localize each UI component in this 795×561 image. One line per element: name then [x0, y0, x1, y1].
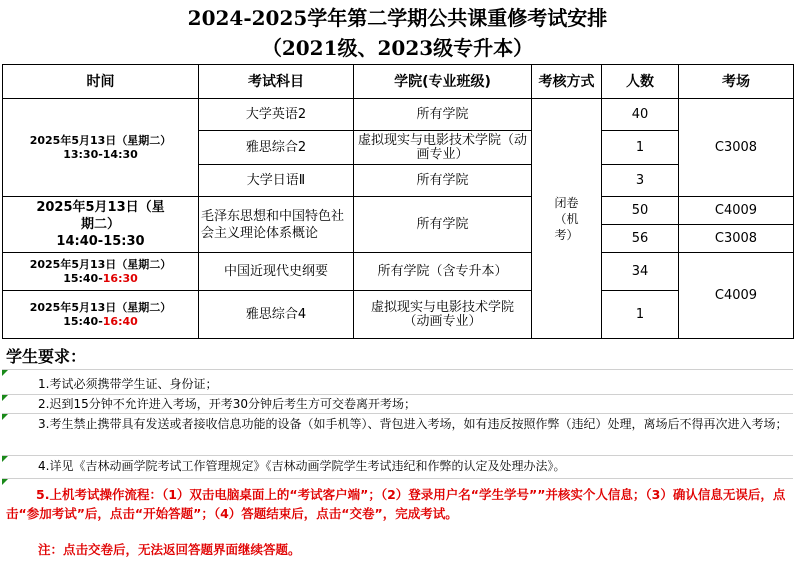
time-cell	[3, 99, 199, 197]
header-room: 考场	[679, 65, 794, 99]
cell-marker	[2, 370, 8, 376]
exam-time: 13:30-14:30	[63, 147, 138, 161]
count-cell: 34	[602, 253, 679, 291]
subject-cell: 大学日语Ⅱ	[199, 165, 354, 197]
exam-time	[5, 272, 196, 286]
room-cell: C4009	[679, 197, 794, 225]
college-cell: 虚拟现实与电影技术学院（动画专业）	[354, 131, 532, 165]
cell-marker	[2, 395, 8, 401]
page-subtitle: （2021级、2023级专升本）	[261, 36, 534, 60]
requirement-item: 4.详见《吉林动画学院考试工作管理规定》《吉林动画学院学生考试违纪和作弊的认定及处理办法》。	[38, 459, 566, 473]
count-cell: 1	[602, 291, 679, 339]
college-cell: 所有学院	[354, 99, 532, 131]
operation-instructions: 5.上机考试操作流程：（1）双击电脑桌面上的“考试客户端”；（2）登录用户名“学生学号””并核实个人信息；（3）确认信息无误后，点击“参加考试”后，点击“开始答题”；（4）答题结束后，点击“交卷”，完成考试。	[6, 487, 786, 521]
method-cell	[532, 99, 602, 339]
table-row	[3, 197, 794, 225]
header-college: 学院(专业班级)	[354, 65, 532, 99]
exam-time-start: 15:40-	[63, 271, 103, 285]
requirements-title: 学生要求：	[6, 347, 87, 366]
college-cell: 所有学院	[354, 197, 532, 253]
requirement-item: 2.迟到15分钟不允许进入考场，开考30分钟后考生方可交卷离开考场；	[38, 397, 416, 411]
exam-date: 2025年5月13日（星期二）	[29, 133, 172, 147]
exam-time: 14:40-15:30	[56, 234, 145, 249]
time-cell	[3, 291, 199, 339]
exam-date: 2025年5月13日（星期二）	[36, 200, 165, 232]
time-cell	[3, 197, 199, 253]
exam-date: 2025年5月13日（星期二）	[29, 257, 172, 271]
exam-time	[5, 315, 196, 329]
subject-cell: 毛泽东思想和中国特色社会主义理论体系概论	[199, 197, 354, 253]
room-cell: C4009	[679, 253, 794, 339]
exam-time-start: 15:40-	[63, 314, 103, 328]
schedule-table	[2, 64, 794, 339]
table-row	[3, 291, 794, 339]
operation-note: 注：点击交卷后，无法返回答题界面继续答题。	[38, 542, 301, 557]
count-cell: 3	[602, 165, 679, 197]
subject-cell: 中国近现代史纲要	[199, 253, 354, 291]
subject-cell: 大学英语2	[199, 99, 354, 131]
divider	[2, 455, 793, 456]
header-subject: 考试科目	[199, 65, 354, 99]
count-cell: 56	[602, 225, 679, 253]
room-cell: C3008	[679, 225, 794, 253]
college-cell: 虚拟现实与电影技术学院（动画专业）	[354, 291, 532, 339]
divider	[2, 369, 793, 370]
subject-cell: 雅思综合4	[199, 291, 354, 339]
exam-time-end: 16:30	[102, 271, 138, 285]
cell-marker	[2, 456, 8, 462]
count-cell: 40	[602, 99, 679, 131]
header-count: 人数	[602, 65, 679, 99]
exam-date: 2025年5月13日（星期二）	[29, 300, 172, 314]
college-cell: 所有学院	[354, 165, 532, 197]
header-time: 时间	[3, 65, 199, 99]
table-header-row	[3, 65, 794, 99]
divider	[2, 413, 793, 414]
table-row	[3, 253, 794, 291]
requirement-item: 3.考生禁止携带具有发送或者接收信息功能的设备（如手机等）、背包进入考场，如有违反按照作弊（违纪）处理，离场后不得再次进入考场；	[38, 417, 788, 431]
header-method: 考核方式	[532, 65, 602, 99]
table-row	[3, 99, 794, 131]
page-title: 2024-2025学年第二学期公共课重修考试安排	[187, 6, 608, 30]
college-cell: 所有学院（含专升本）	[354, 253, 532, 291]
exam-time-end: 16:40	[102, 314, 138, 328]
time-cell	[3, 253, 199, 291]
subject-cell: 雅思综合2	[199, 131, 354, 165]
room-cell: C3008	[679, 99, 794, 197]
exam-method: 闭卷（机考）	[554, 195, 579, 242]
requirement-item: 1.考试必须携带学生证、身份证；	[38, 377, 218, 391]
count-cell: 1	[602, 131, 679, 165]
divider	[2, 478, 793, 479]
count-cell: 50	[602, 197, 679, 225]
